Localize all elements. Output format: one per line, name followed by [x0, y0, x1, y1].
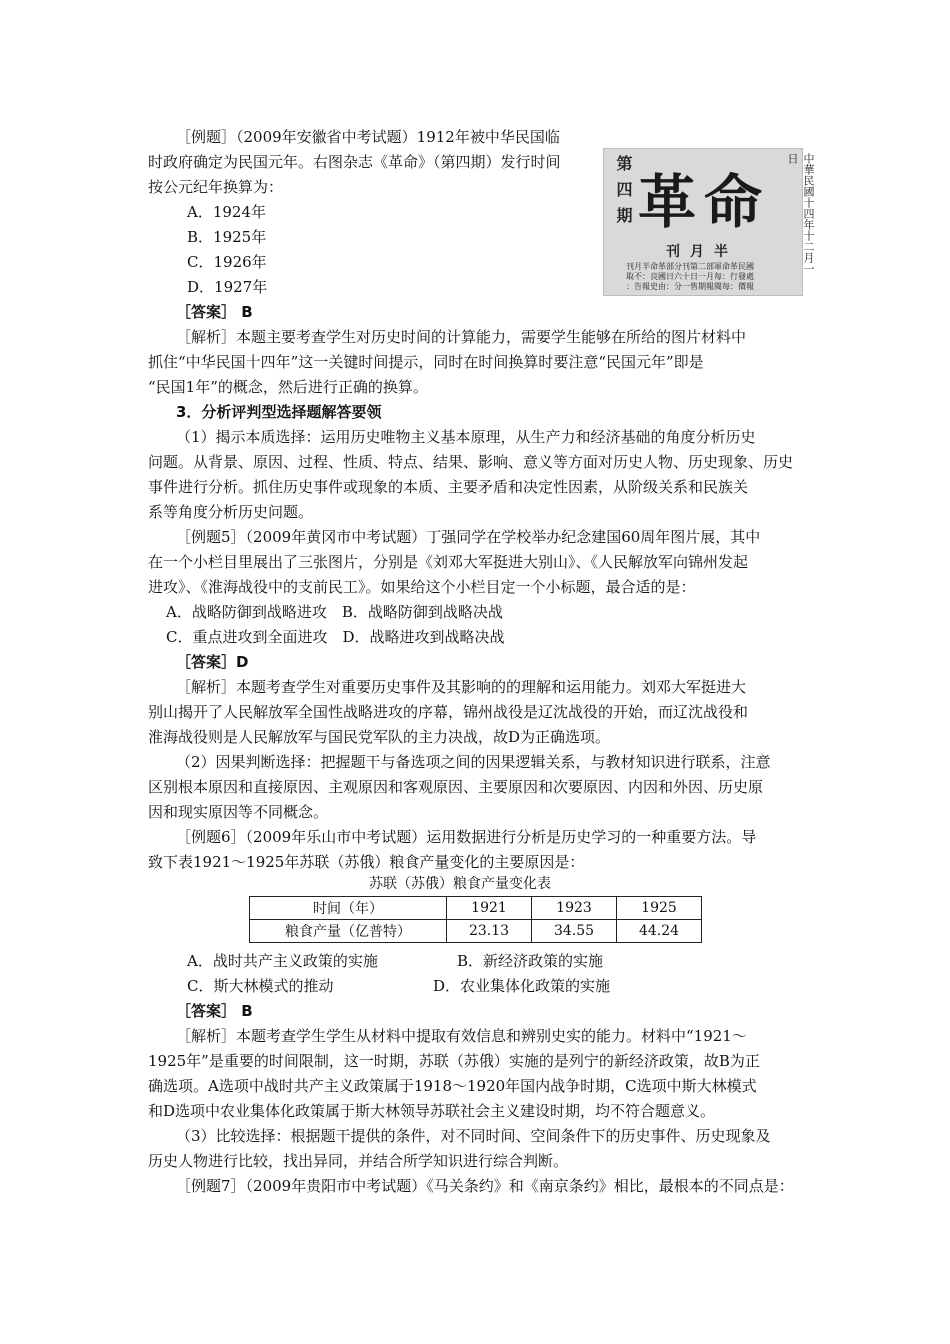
- ex5-line1: ［例题5］（2009年黄冈市中考试题）丁强同学在学校举办纪念建国60周年图片展，其中: [176, 528, 761, 546]
- ex1-analysis-line1: ［解析］本题主要考查学生对历史时间的计算能力，需要学生能够在所给的图片材料中: [176, 328, 747, 346]
- p3-line1: （3）比较选择：根据题干提供的条件，对不同时间、空间条件下的历史事件、历史现象及: [176, 1127, 771, 1145]
- p2-line2: 区别根本原因和直接原因、主观原因和客观原因、主要原因和次要原因、内因和外因、历史原: [148, 778, 764, 796]
- table-row: [250, 897, 702, 920]
- ex6-line1: ［例题6］（2009年乐山市中考试题）运用数据进行分析是历史学习的一种重要方法。导: [176, 828, 757, 846]
- ex5-options-row1: A．战略防御到战略进攻 B．战略防御到战略决战: [166, 603, 503, 621]
- ex1-analysis-line2: 抓住“中华民国十四年”这一关键时间提示，同时在时间换算时要注意“民国元年”即是: [148, 353, 704, 371]
- table-row: [250, 920, 702, 943]
- table-caption: 苏联（苏俄）粮食产量变化表: [369, 876, 551, 892]
- ex1-answer: ［答案］ B: [176, 303, 253, 321]
- ex7-line1: ［例题7］（2009年贵阳市中考试题）《马关条约》和《南京条约》相比，最根本的不同点是：: [176, 1177, 794, 1195]
- ex1-option-c: C．1926年: [187, 253, 267, 271]
- ex1-analysis-line3: “民国1年”的概念，然后进行正确的换算。: [148, 378, 428, 396]
- ex1-line3: 按公元纪年换算为：: [148, 178, 284, 196]
- ex5-line2: 在一个小栏目里展出了三张图片，分别是《刘邓大军挺进大别山》、《人民解放军向锦州发起: [148, 553, 749, 571]
- table-cell: 粮食产量（亿普特）: [250, 920, 447, 943]
- ex6-option-b: B．新经济政策的实施: [457, 952, 604, 970]
- table-cell: 23.13: [447, 920, 532, 943]
- p1-line1: （1）揭示本质选择：运用历史唯物主义基本原理，从生产力和经济基础的角度分析历史: [176, 428, 756, 446]
- ex6-analysis-line2: 1925年”是重要的时间限制，这一时期，苏联（苏俄）实施的是列宁的新经济政策，故B为正: [148, 1052, 760, 1070]
- p1-line4: 系等角度分析历史问题。: [148, 503, 314, 521]
- ex1-line2: 时政府确定为民国元年。右图杂志《革命》（第四期）发行时间: [148, 153, 561, 171]
- table-cell: 时间（年）: [250, 897, 447, 920]
- p2-line1: （2）因果判断选择：把握题干与备选项之间的因果逻辑关系，与教材知识进行联系，注意: [176, 753, 771, 771]
- ex1-option-d: D．1927年: [187, 278, 268, 296]
- p1-line3: 事件进行分析。抓住历史事件或现象的本质、主要矛盾和决定性因素，从阶级关系和民族关: [148, 478, 749, 496]
- ex6-answer: ［答案］ B: [176, 1002, 253, 1020]
- ex6-option-c: C．斯大林模式的推动: [187, 977, 334, 995]
- ex5-options-row2: C．重点进攻到全面进攻 D．战略进攻到战略决战: [166, 628, 505, 646]
- ex1-line1: ［例题］（2009年安徽省中考试题）1912年被中华民国临: [176, 128, 560, 146]
- table-cell: 34.55: [532, 920, 617, 943]
- table-cell: 44.24: [617, 920, 702, 943]
- ex6-analysis-line1: ［解析］本题考查学生学生从材料中提取有效信息和辨别史实的能力。材料中“1921～: [176, 1027, 747, 1045]
- ex5-answer: ［答案］D: [176, 653, 249, 671]
- magazine-date: 中華民國十四年十二月一日: [786, 153, 815, 274]
- table-cell: 1925: [617, 897, 702, 920]
- ex6-analysis-line4: 和D选项中农业集体化政策属于斯大林领导苏联社会主义建设时期，均不符合题意义。: [148, 1102, 716, 1120]
- magazine-subtitle: 刊月半: [666, 244, 738, 260]
- ex5-line3: 进攻》、《淮海战役中的支前民工》。如果给这个小栏目定一个小标题，最合适的是：: [148, 578, 696, 596]
- magazine-fine-print-1: 刊月半命革部分刊第二部軍命革民國: [626, 262, 754, 271]
- table-cell: 1923: [532, 897, 617, 920]
- ex5-analysis-line3: 淮海战役则是人民解放军与国民党军队的主力决战，故D为正确选项。: [148, 728, 611, 746]
- section-heading: 3．分析评判型选择题解答要领: [176, 403, 382, 421]
- ex5-analysis-line2: 别山揭开了人民解放军全国性战略进攻的序幕，锦州战役是辽沈战役的开始，而辽沈战役和: [148, 703, 749, 721]
- ex5-analysis-line1: ［解析］本题考查学生对重要历史事件及其影响的的理解和运用能力。刘邓大军挺进大: [176, 678, 747, 696]
- magazine-issue: 第四期: [614, 155, 633, 233]
- ex6-option-a: A．战时共产主义政策的实施: [187, 952, 378, 970]
- magazine-title: 革命: [638, 168, 771, 236]
- p1-line2: 问题。从背景、原因、过程、性质、特点、结果、影响、意义等方面对历史人物、历史现象、历史: [148, 453, 794, 471]
- ex6-option-d: D．农业集体化政策的实施: [433, 977, 611, 995]
- ex6-line2: 致下表1921～1925年苏联（苏俄）粮食产量变化的主要原因是：: [148, 853, 585, 871]
- grain-table: [249, 896, 702, 943]
- p2-line3: 因和现实原因等不同概念。: [148, 803, 329, 821]
- magazine-fine-print-3: ：告報史由：分一售期報閱每：價報: [626, 282, 754, 291]
- ex1-option-b: B．1925年: [187, 228, 267, 246]
- table-cell: 1921: [447, 897, 532, 920]
- ex6-analysis-line3: 确选项。A选项中战时共产主义政策属于1918～1920年国内战争时期，C选项中斯大林模式: [148, 1077, 757, 1095]
- magazine-cover-image: [603, 148, 815, 296]
- magazine-fine-print-2: 取不：良國日六十日一月每：行發處: [626, 272, 754, 281]
- ex1-option-a: A．1924年: [187, 203, 267, 221]
- p3-line2: 历史人物进行比较，找出异同，并结合所学知识进行综合判断。: [148, 1152, 569, 1170]
